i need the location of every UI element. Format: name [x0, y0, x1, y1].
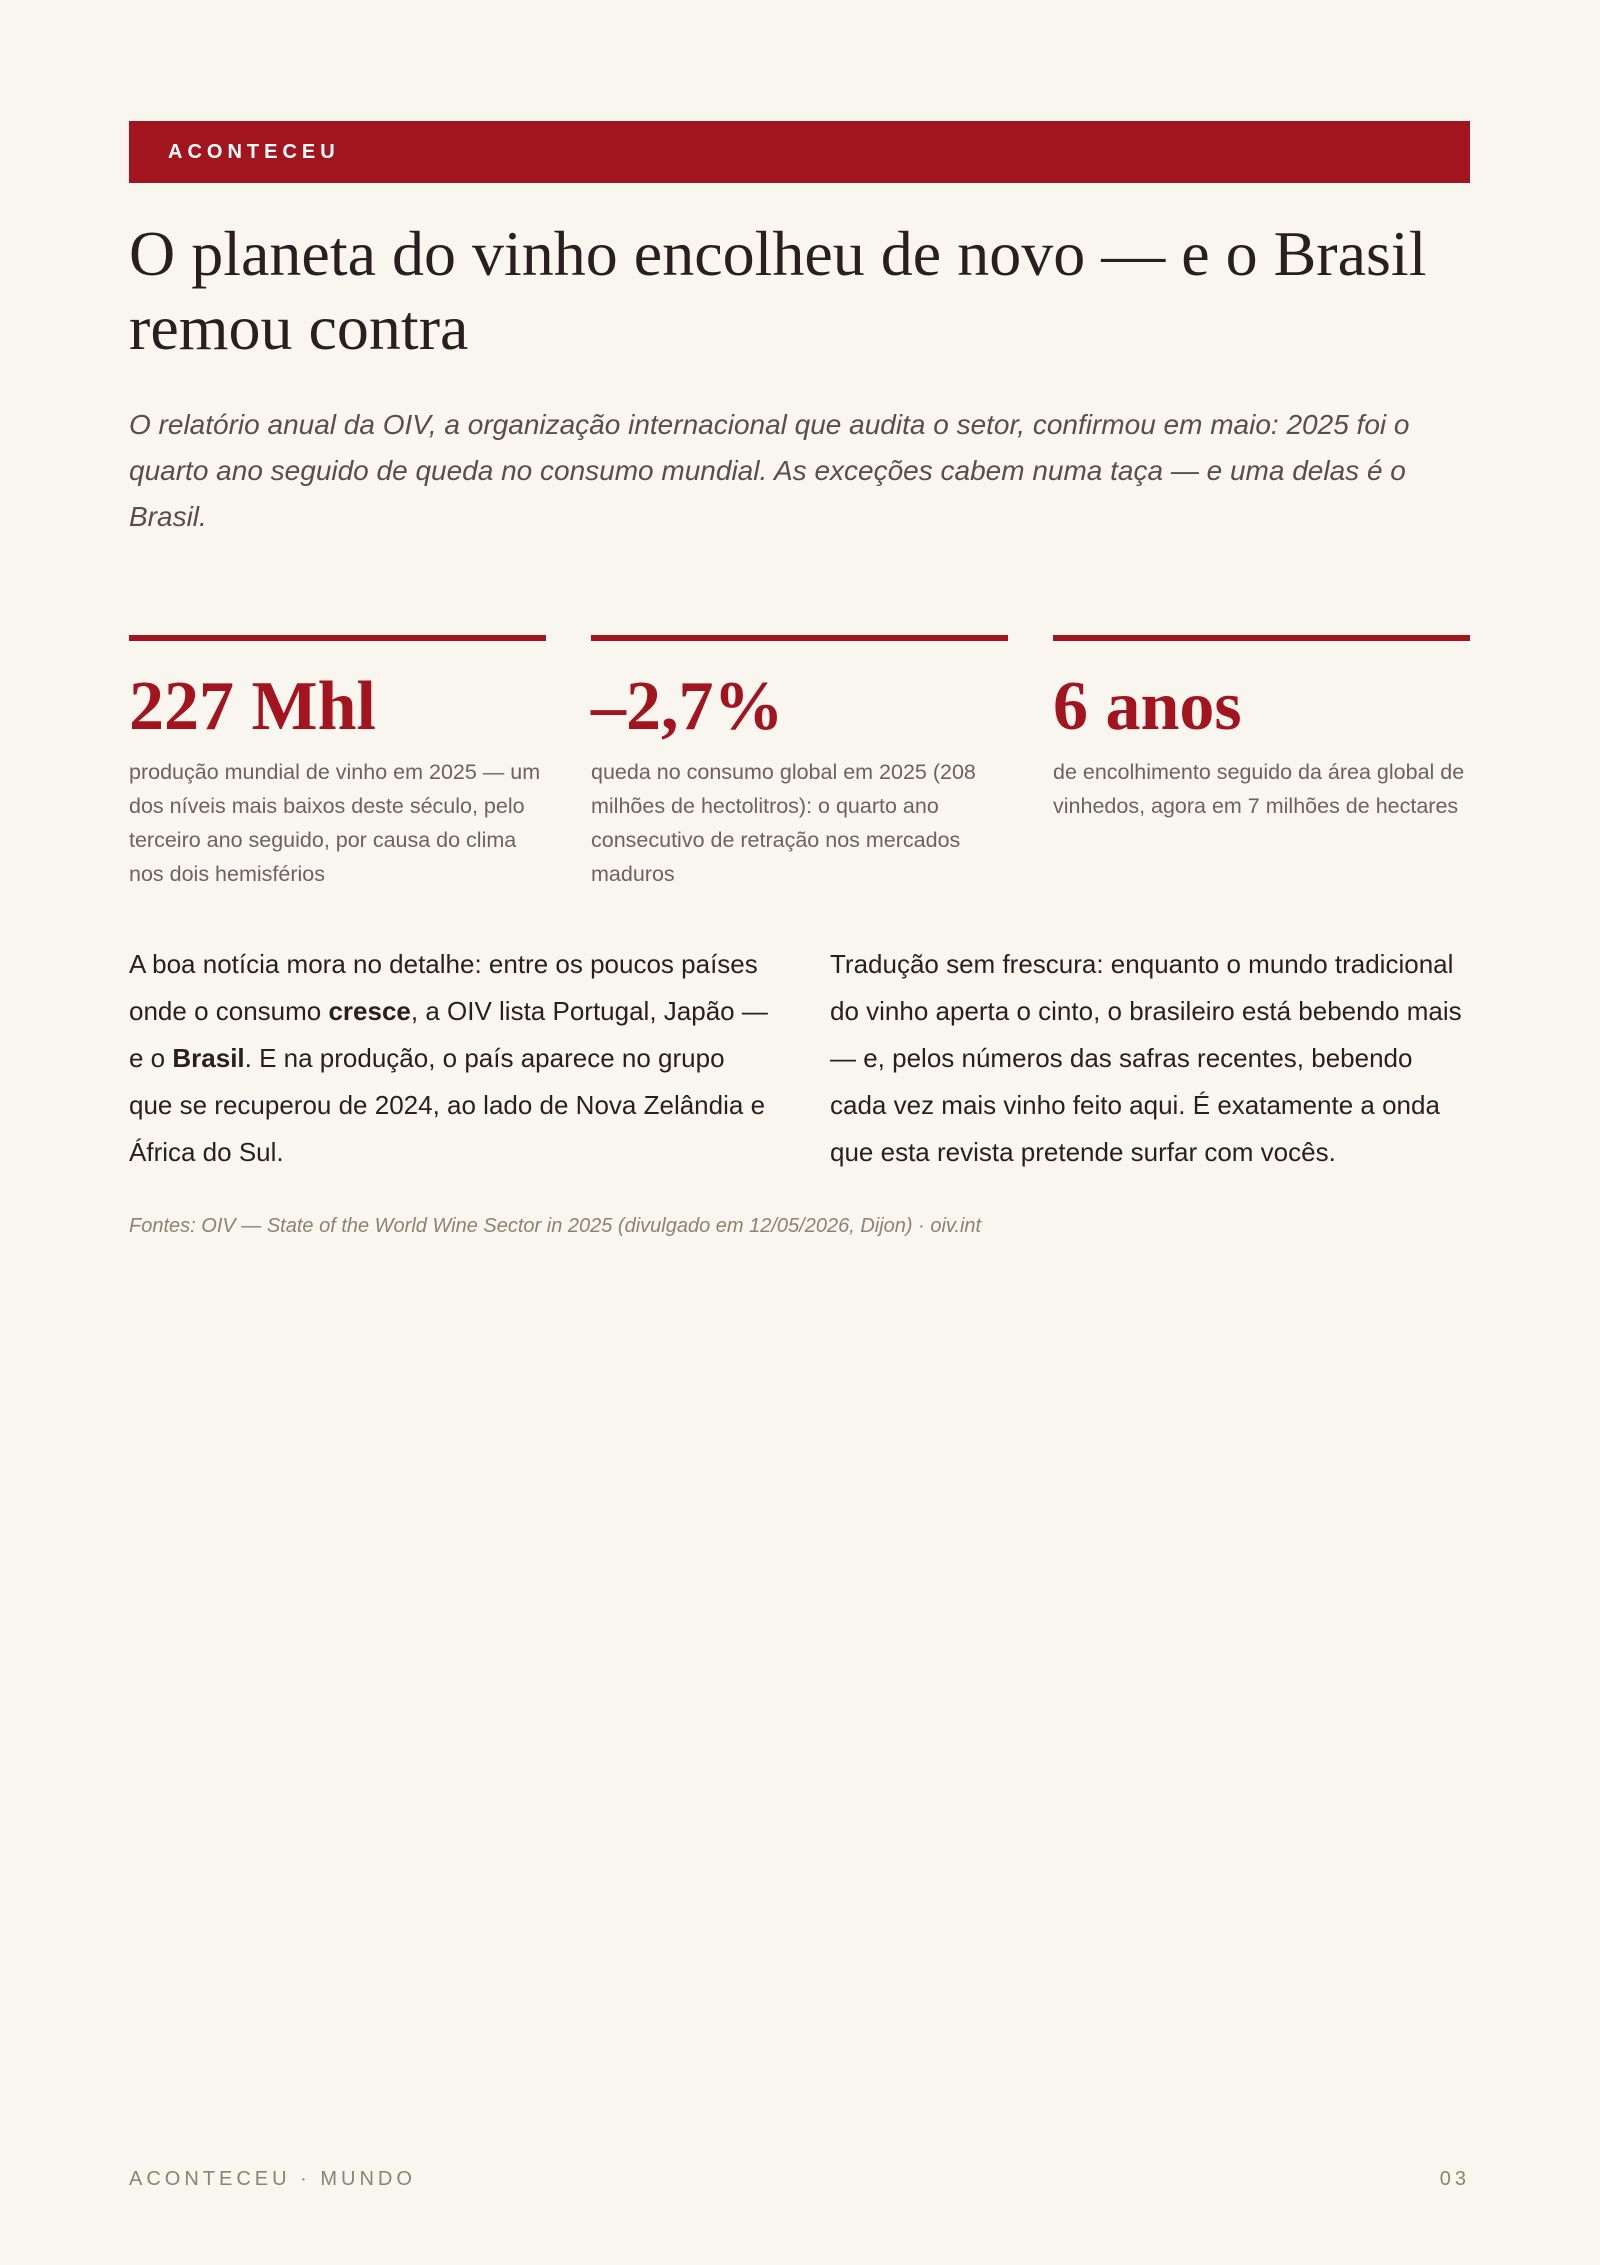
body-text: , a OIV lista Portugal, Japão — e o	[129, 996, 768, 1073]
body-column-2: Tradução sem frescura: enquanto o mundo tradicional do vinho aperta o cinto, o brasileiro está bebendo mais — e, pelos números das safras recentes, bebendo cada vez mais vinho feito aqui. É exatamente a onda que esta revista pretende surfar com vocês.	[830, 949, 1462, 1167]
body-text: . E na produção, o país aparece no grupo que se recuperou de 2024, ao lado de Nova Zelândia e África do Sul.	[129, 1043, 766, 1167]
headline: O planeta do vinho encolheu de novo — e o Brasil remou contra	[129, 218, 1427, 363]
highlight-brasil: Brasil	[172, 1043, 245, 1073]
stat-consumption	[591, 635, 1008, 891]
article	[129, 121, 1470, 1260]
stat-vineyard-area	[1053, 635, 1470, 891]
stat-value: –2,7%	[591, 668, 784, 745]
sources-note: Fontes: OIV — State of the World Wine Sector in 2025 (divulgado em 12/05/2026, Dijon) · oiv.int	[129, 1215, 982, 1237]
stat-description: de encolhimento seguido da área global de vinhedos, agora em 7 milhões de hectares	[1053, 760, 1465, 818]
section-banner	[129, 121, 1470, 183]
stat-production	[129, 635, 546, 891]
section-label: ACONTECEU	[168, 140, 340, 163]
body-column-1	[129, 941, 769, 1176]
body-text: A boa notícia mora no detalhe: entre os poucos países onde o consumo	[129, 949, 758, 1026]
stat-value: 6 anos	[1053, 668, 1242, 745]
footer-section: ACONTECEU · MUNDO	[129, 2168, 416, 2190]
body-columns	[129, 941, 1470, 1176]
page-footer	[129, 2168, 1470, 2191]
stat-value: 227 Mhl	[129, 668, 376, 745]
stats-row	[129, 635, 1470, 891]
highlight-cresce: cresce	[328, 996, 411, 1026]
stat-description: produção mundial de vinho em 2025 — um dos níveis mais baixos deste século, pelo terceiro ano seguido, por causa do clima nos dois hemisférios	[129, 760, 541, 886]
stat-description: queda no consumo global em 2025 (208 milhões de hectolitros): o quarto ano consecutivo de retração nos mercados maduros	[591, 760, 976, 886]
page-number: 03	[1439, 2168, 1470, 2190]
dek: O relatório anual da OIV, a organização internacional que audita o setor, confirmou em maio: 2025 foi o quarto ano seguido de queda no consumo mundial. As exceções cabem numa taça — e uma delas é o Brasil.	[129, 409, 1410, 532]
